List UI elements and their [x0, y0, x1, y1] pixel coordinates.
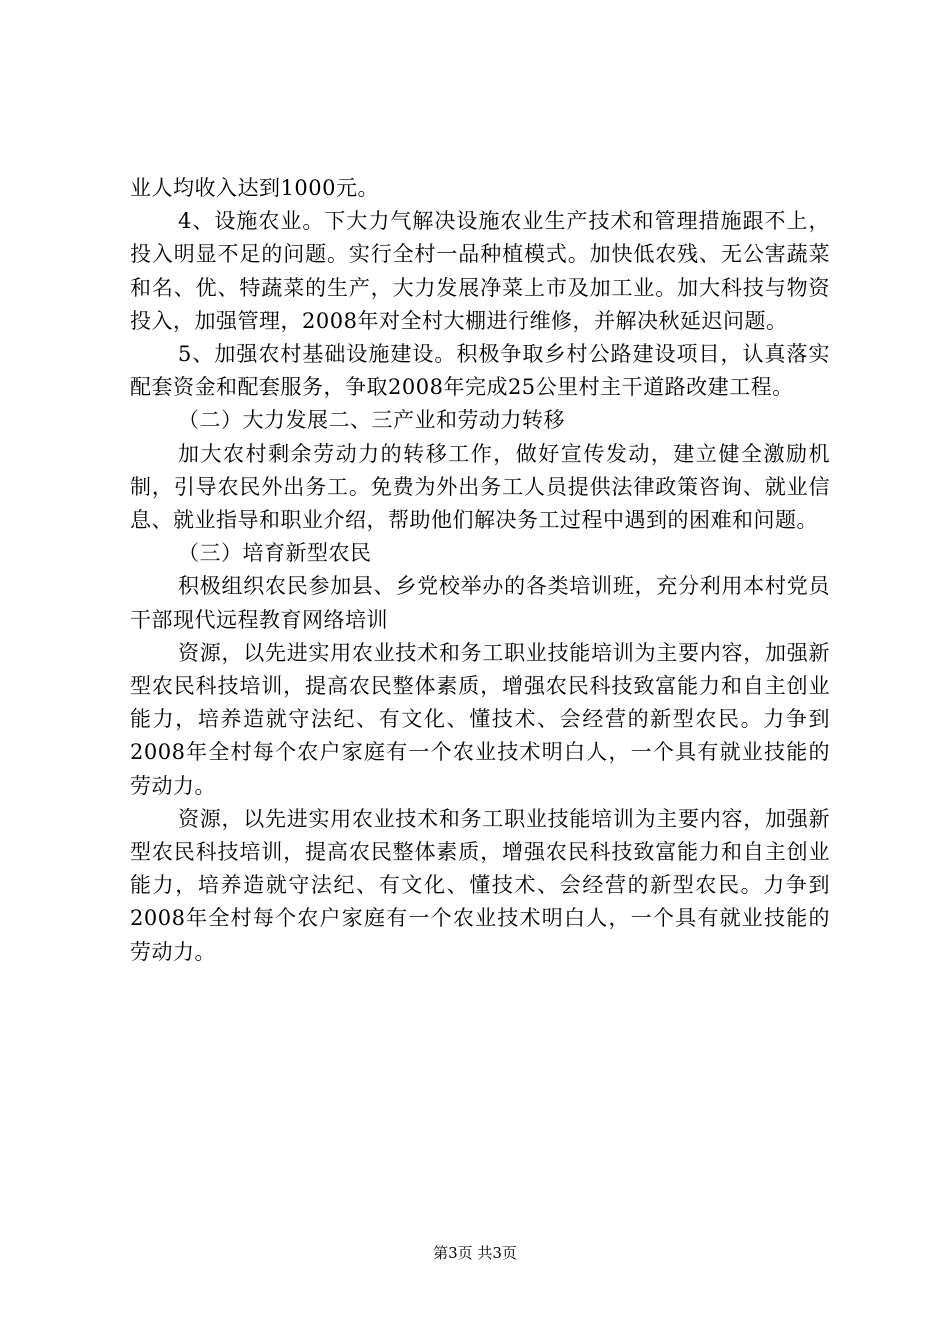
paragraph-training: 积极组织农民参加县、乡党校举办的各类培训班，充分利用本村党员干部现代远程教育网络培训: [130, 574, 830, 632]
paragraph-labor-transfer: 加大农村剩余劳动力的转移工作，做好宣传发动，建立健全激励机制，引导农民外出务工。免费为外出务工人员提供法律政策咨询、就业信息、就业指导和职业介绍，帮助他们解决务工过程中遇到的困难和问题。: [130, 441, 830, 533]
section-heading-farmers: （三）培育新型农民: [178, 541, 372, 566]
paragraph-infrastructure: 5、加强农村基础设施建设。积极争取乡村公路建设项目，认真落实配套资金和配套服务，争取2008年完成25公里村主干道路改建工程。: [130, 342, 830, 400]
paragraph-resources-1: 资源，以先进实用农业技术和务工职业技能培训为主要内容，加强新型农民科技培训，提高农民整体素质，增强农民科技致富能力和自主创业能力，培养造就守法纪、有文化、懂技术、会经营的新型农民。力争到2008年全村每个农户家庭有一个农业技术明白人，一个具有就业技能的劳动力。: [130, 640, 830, 798]
paragraph-facility-agriculture: 4、设施农业。下大力气解决设施农业生产技术和管理措施跟不上，投入明显不足的问题。实行全村一品种植模式。加快低农残、无公害蔬菜和名、优、特蔬菜的生产，大力发展净菜上市及加工业。加大科技与物资投入，加强管理，2008年对全村大棚进行维修，并解决秋延迟问题。: [130, 209, 830, 333]
document-body: [130, 172, 830, 969]
paragraph-resources-2: 资源，以先进实用农业技术和务工职业技能培训为主要内容，加强新型农民科技培训，提高农民整体素质，增强农民科技致富能力和自主创业能力，培养造就守法纪、有文化、懂技术、会经营的新型农民。力争到2008年全村每个农户家庭有一个农业技术明白人，一个具有就业技能的劳动力。: [130, 806, 830, 964]
section-heading-industry: （二）大力发展二、三产业和劳动力转移: [178, 408, 565, 433]
page-footer: 第3页 共3页: [433, 1244, 517, 1262]
paragraph-continuation: 业人均收入达到1000元。: [130, 176, 379, 200]
